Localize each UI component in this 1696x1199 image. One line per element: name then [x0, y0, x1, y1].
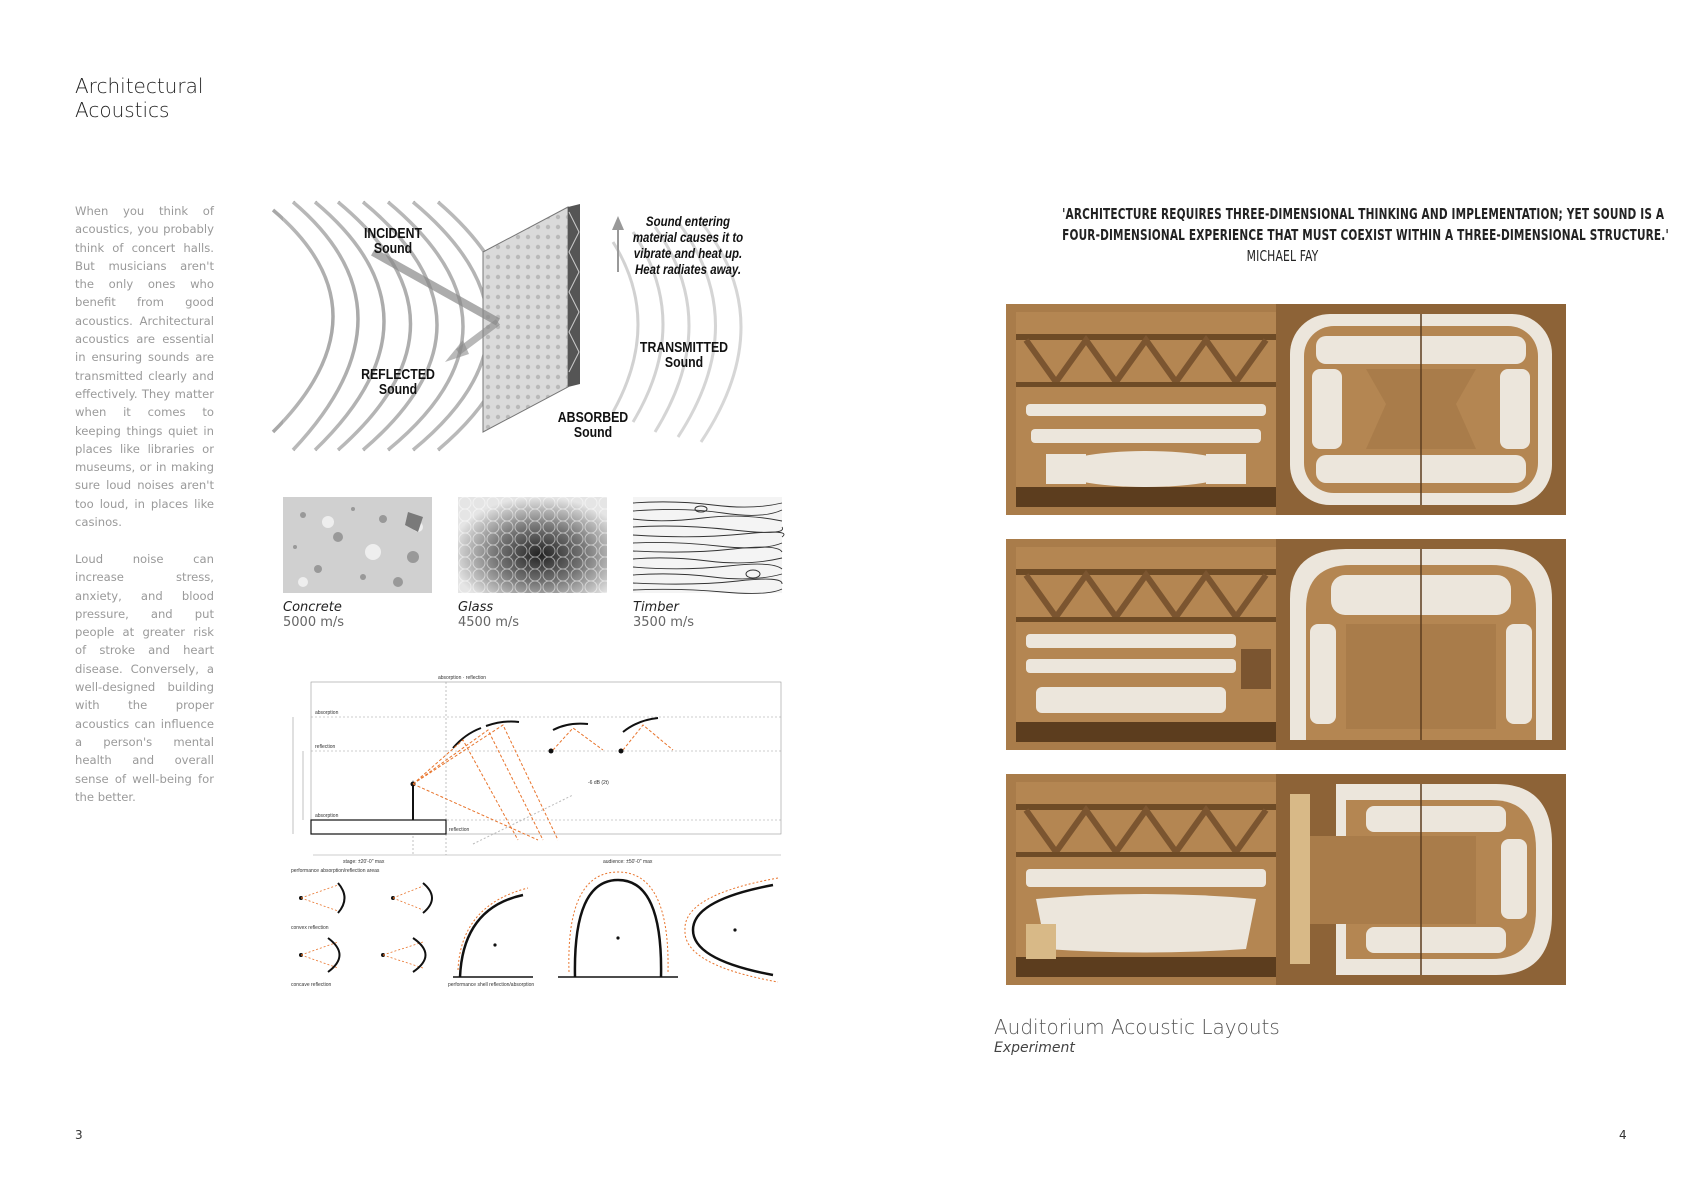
- svg-text:absorption · reflection: absorption · reflection: [438, 675, 487, 681]
- page-number-left: 3: [75, 1128, 83, 1142]
- auditorium-models-grid: [1006, 304, 1564, 984]
- reflected-label: REFLECTED Sound: [361, 366, 435, 398]
- concave-examples: [291, 938, 426, 988]
- sound-interaction-figure: [283, 202, 781, 450]
- model-plan-3: [1276, 774, 1566, 985]
- page-title: [75, 74, 203, 122]
- model-section-3: [1006, 774, 1286, 985]
- model-section-1: [1006, 304, 1286, 515]
- glass-caption: Glass 4500 m/s: [458, 600, 520, 630]
- concrete-caption: Concrete 5000 m/s: [283, 600, 345, 630]
- svg-text:reflection: reflection: [315, 744, 336, 750]
- title-line-2: Acoustics: [75, 98, 170, 122]
- model-section-2: [1006, 539, 1286, 750]
- glass-swatch: [458, 497, 607, 593]
- svg-text:concave reflection: concave reflection: [291, 982, 332, 988]
- svg-text:performance shell reflection/a: performance shell reflection/absorption: [448, 982, 535, 988]
- reflection-diagram: [283, 675, 783, 990]
- health-paragraph: Loud noise can increase stress, anxiety, and blood pressure, and put people at greater risk of stroke and heart disease. Conversely, a well-designed building with the proper acoustics can influence a person's mental health and overall sense of well-being for the better.: [75, 552, 214, 804]
- page-number-right: 4: [1619, 1128, 1627, 1142]
- svg-text:absorption: absorption: [315, 710, 339, 716]
- svg-text:stage: ±20'-0" max: stage: ±20'-0" max: [343, 859, 385, 865]
- model-plan-1: [1276, 304, 1566, 515]
- stage-platform: [311, 820, 446, 834]
- svg-text:absorption: absorption: [315, 813, 339, 819]
- quote-author: MICHAEL FAY: [1246, 247, 1319, 265]
- timber-caption: Timber 3500 m/s: [633, 600, 695, 630]
- intro-paragraph: When you think of acoustics, you probably think of concert halls. But musicians aren't the only ones who benefit from good acoustics. Architectural acoustics are essential in ensuring sounds are transmitted clearly and effectively. They matter when it comes to keeping things quiet in places like libraries or museums, or in making sure loud noises aren't too loud, in places like casinos.: [75, 204, 214, 530]
- svg-text:performance absorption/reflect: performance absorption/reflection areas: [291, 868, 380, 874]
- quote-line-1: 'ARCHITECTURE REQUIRES THREE-DIMENSIONAL THINKING AND IMPLEMENTATION; YET SOUND IS A: [1062, 205, 1665, 223]
- concrete-swatch: [283, 497, 432, 593]
- reflection-rays: [413, 725, 673, 840]
- heat-note: Sound entering material causes it to vibrate and heat up. Heat radiates away.: [632, 214, 744, 277]
- title-line-1: Architectural: [75, 74, 204, 98]
- svg-text:convex reflection: convex reflection: [291, 925, 329, 931]
- layouts-subtitle: Experiment: [994, 1040, 1075, 1056]
- layouts-title: Auditorium Acoustic Layouts: [994, 1015, 1280, 1039]
- shell-examples: [448, 872, 778, 988]
- model-plan-2: [1276, 539, 1566, 750]
- absorbed-label: ABSORBED Sound: [557, 409, 629, 441]
- svg-text:-6 dB (2t): -6 dB (2t): [588, 780, 609, 786]
- incident-label: INCIDENT Sound: [363, 225, 423, 257]
- quote-line-2: FOUR-DIMENSIONAL EXPERIENCE THAT MUST COEXIST WITHIN A THREE-DIMENSIONAL STRUCTURE.': [1062, 226, 1669, 244]
- timber-swatch: [633, 497, 782, 593]
- svg-text:audience: ±50'-0" max: audience: ±50'-0" max: [603, 859, 653, 865]
- svg-text:reflection: reflection: [449, 827, 470, 833]
- michael-fay-quote: [1000, 204, 1669, 267]
- transmitted-label: TRANSMITTED Sound: [639, 339, 729, 371]
- convex-examples: [291, 883, 432, 931]
